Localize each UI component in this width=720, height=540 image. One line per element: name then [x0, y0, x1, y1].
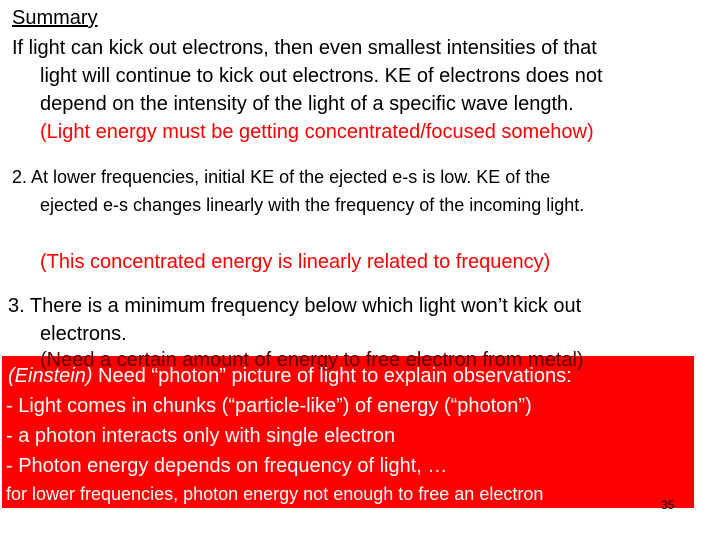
point3-line2: electrons.	[40, 323, 127, 345]
point3-line1: 3. There is a minimum frequency below which light won’t kick out	[8, 295, 582, 317]
callout-title-text: Need “photon” picture of light to explain observations:	[92, 365, 572, 387]
summary-heading: Summary	[12, 7, 98, 29]
point3-note: (Need a certain amount of energy to free electron from metal)	[40, 349, 584, 371]
point2-line1: 2. At lower frequencies, initial KE of the ejected e-s is low. KE of the	[12, 167, 551, 187]
callout-bullet-threshold: for lower frequencies, photon energy not enough to free an electron	[6, 484, 544, 504]
callout-title	[8, 364, 572, 388]
point2-line2: ejected e-s changes linearly with the frequency of the incoming light.	[40, 195, 585, 215]
point1-line1: If light can kick out electrons, then even smallest intensities of that	[12, 37, 597, 59]
point2-note: (This concentrated energy is linearly related to frequency)	[40, 251, 551, 273]
callout-bullet-single-electron: - a photon interacts only with single electron	[6, 425, 396, 447]
point1-note: (Light energy must be getting concentrated/focused somehow)	[40, 121, 594, 143]
point1-line3: depend on the intensity of the light of a specific wave length.	[40, 93, 574, 115]
callout-bullet-chunks: - Light comes in chunks (“particle-like”) of energy (“photon”)	[6, 395, 532, 417]
einstein-label: (Einstein)	[8, 365, 93, 387]
slide-number: 35	[661, 498, 675, 512]
callout-bullet-frequency: - Photon energy depends on frequency of light, …	[6, 455, 448, 477]
point1-line2: light will continue to kick out electrons. KE of electrons does not	[40, 65, 603, 87]
